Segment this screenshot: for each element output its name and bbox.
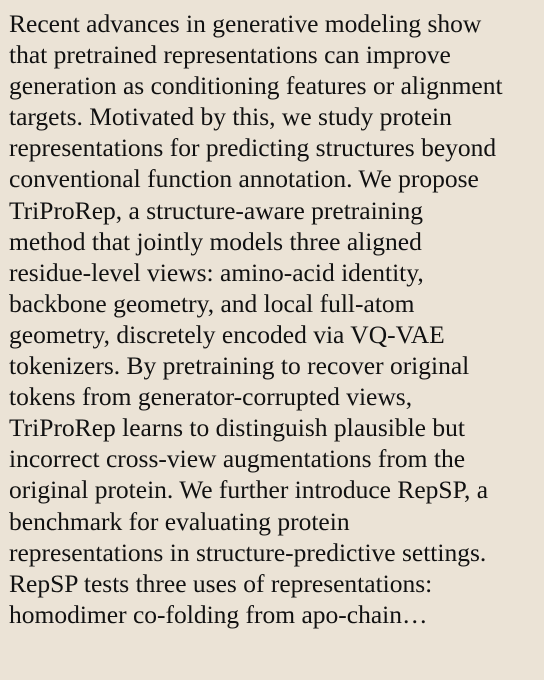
- abstract-line-6: conventional function annotation. We propose: [9, 164, 479, 194]
- abstract-line-4: targets. Motivated by this, we study protein: [9, 102, 452, 132]
- abstract-line-10: backbone geometry, and local full-atom: [9, 288, 415, 318]
- abstract-line-16: original protein. We further introduce RepSP, a: [9, 475, 489, 505]
- abstract-line-17: benchmark for evaluating protein: [9, 506, 350, 536]
- abstract-line-19: RepSP tests three uses of representations:: [9, 568, 433, 598]
- abstract-line-12: tokenizers. By pretraining to recover original: [9, 351, 470, 381]
- abstract-line-1: Recent advances in generative modeling show: [9, 9, 482, 38]
- abstract-line-14: TriProRep learns to distinguish plausible but: [9, 413, 465, 443]
- abstract-line-3: generation as conditioning features or alignment: [9, 71, 503, 101]
- abstract-line-13: tokens from generator-corrupted views,: [9, 382, 413, 412]
- abstract-line-11: geometry, discretely encoded via VQ-VAE: [9, 319, 445, 349]
- abstract-line-20: homodimer co-folding from apo-chain…: [9, 599, 428, 629]
- abstract-text: [9, 8, 538, 630]
- abstract-line-7: TriProRep, a structure-aware pretraining: [9, 195, 424, 225]
- abstract-line-15: incorrect cross-view augmentations from the: [9, 444, 466, 474]
- abstract-line-9: residue-level views: amino-acid identity,: [9, 257, 424, 287]
- abstract-line-18: representations in structure-predictive settings.: [9, 537, 487, 567]
- abstract-line-8: method that jointly models three aligned: [9, 226, 422, 256]
- abstract-line-5: representations for predicting structures beyond: [9, 133, 497, 163]
- abstract-line-2: that pretrained representations can improve: [9, 40, 451, 70]
